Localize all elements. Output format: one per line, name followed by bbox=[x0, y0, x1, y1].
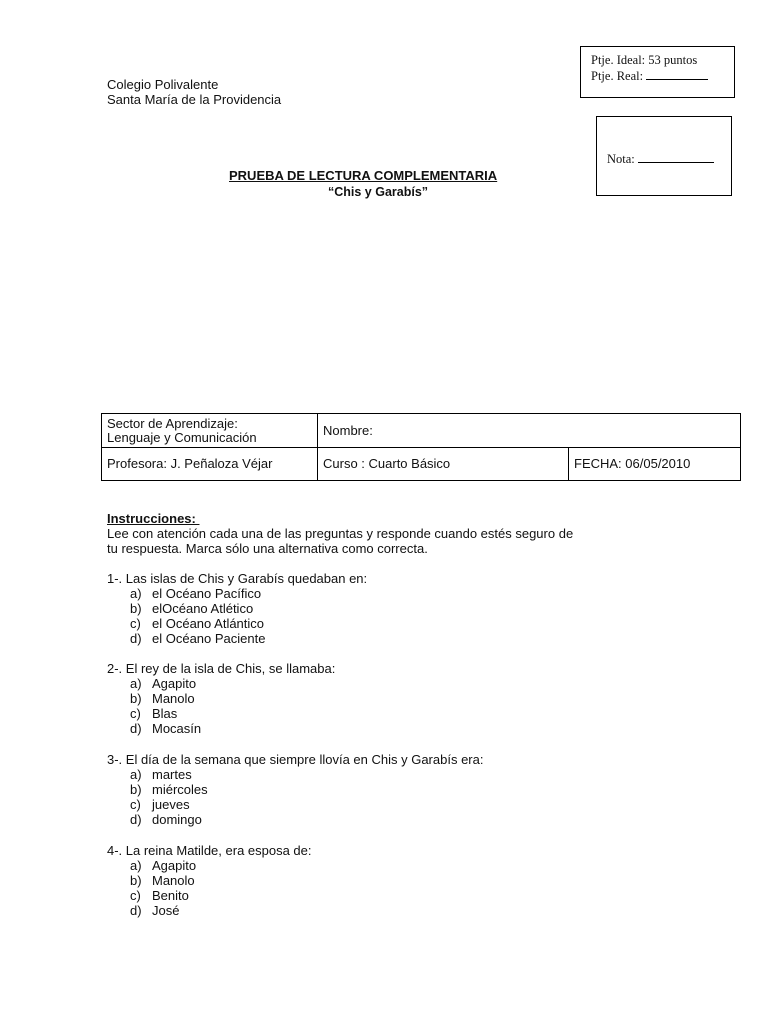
student-info-table bbox=[101, 413, 741, 481]
ideal-score: Ptje. Ideal: 53 puntos bbox=[591, 53, 698, 67]
score-box bbox=[580, 46, 735, 98]
question-2-option-c[interactable]: c) Blas bbox=[130, 706, 178, 721]
question-3-option-a[interactable]: a) martes bbox=[130, 767, 192, 782]
sector-value: Lenguaje y Comunicación bbox=[107, 429, 257, 445]
teacher-cell: Profesora: J. Peñaloza Véjar bbox=[102, 448, 318, 481]
question-1-option-c[interactable]: c) el Océano Atlántico bbox=[130, 616, 265, 631]
question-3-option-c[interactable]: c) jueves bbox=[130, 797, 190, 812]
table-row bbox=[102, 414, 741, 448]
question-3-text: 3-. El día de la semana que siempre llovía en Chis y Garabís era: bbox=[107, 752, 484, 767]
question-1-option-a[interactable]: a) el Océano Pacífico bbox=[130, 586, 262, 601]
grade-box bbox=[596, 116, 732, 196]
table-row bbox=[102, 448, 741, 481]
date-cell: FECHA: 06/05/2010 bbox=[569, 448, 741, 481]
test-title-main: PRUEBA DE LECTURA COMPLEMENTARIA bbox=[229, 168, 498, 183]
question-3-option-b[interactable]: b) miércoles bbox=[130, 782, 208, 797]
question-2-option-a[interactable]: a) Agapito bbox=[130, 676, 197, 691]
question-4-option-d[interactable]: d) José bbox=[130, 903, 180, 918]
question-4-text: 4-. La reina Matilde, era esposa de: bbox=[107, 843, 312, 858]
school-name-line2: Santa María de la Providencia bbox=[107, 92, 282, 107]
grade-label: Nota: bbox=[607, 152, 635, 166]
school-name: Colegio Polivalente bbox=[107, 77, 219, 92]
question-4-option-b[interactable]: b) Manolo bbox=[130, 873, 195, 888]
question-2-option-b[interactable]: b) Manolo bbox=[130, 691, 195, 706]
sector-label: Sector de Aprendizaje: bbox=[107, 415, 238, 431]
course-cell: Curso : Cuarto Básico bbox=[318, 448, 569, 481]
question-1-option-d[interactable]: d) el Océano Paciente bbox=[130, 631, 266, 646]
instructions-heading: Instrucciones: bbox=[107, 511, 200, 526]
name-cell[interactable] bbox=[318, 414, 741, 448]
question-1-option-b[interactable]: b) elOcéano Atlético bbox=[130, 601, 254, 616]
sector-cell bbox=[102, 414, 318, 448]
grade-blank[interactable] bbox=[638, 152, 714, 163]
question-4-option-a[interactable]: a) Agapito bbox=[130, 858, 197, 873]
real-score-blank[interactable] bbox=[646, 69, 708, 80]
question-4-option-c[interactable]: c) Benito bbox=[130, 888, 189, 903]
grade-row bbox=[607, 152, 714, 167]
question-2-option-d[interactable]: d) Mocasín bbox=[130, 721, 202, 736]
question-1-text: 1-. Las islas de Chis y Garabís quedaban en: bbox=[107, 571, 368, 586]
instructions-line2: tu respuesta. Marca sólo una alternativa como correcta. bbox=[107, 541, 428, 556]
instructions-line1: Lee con atención cada una de las preguntas y responde cuando estés seguro de bbox=[107, 526, 574, 541]
question-2-text: 2-. El rey de la isla de Chis, se llamaba: bbox=[107, 661, 336, 676]
real-score-label: Ptje. Real: bbox=[591, 69, 644, 83]
book-title: “Chis y Garabís” bbox=[328, 185, 429, 199]
name-label: Nombre: bbox=[323, 422, 373, 438]
question-3-option-d[interactable]: d) domingo bbox=[130, 812, 202, 827]
real-score-row bbox=[591, 69, 708, 83]
